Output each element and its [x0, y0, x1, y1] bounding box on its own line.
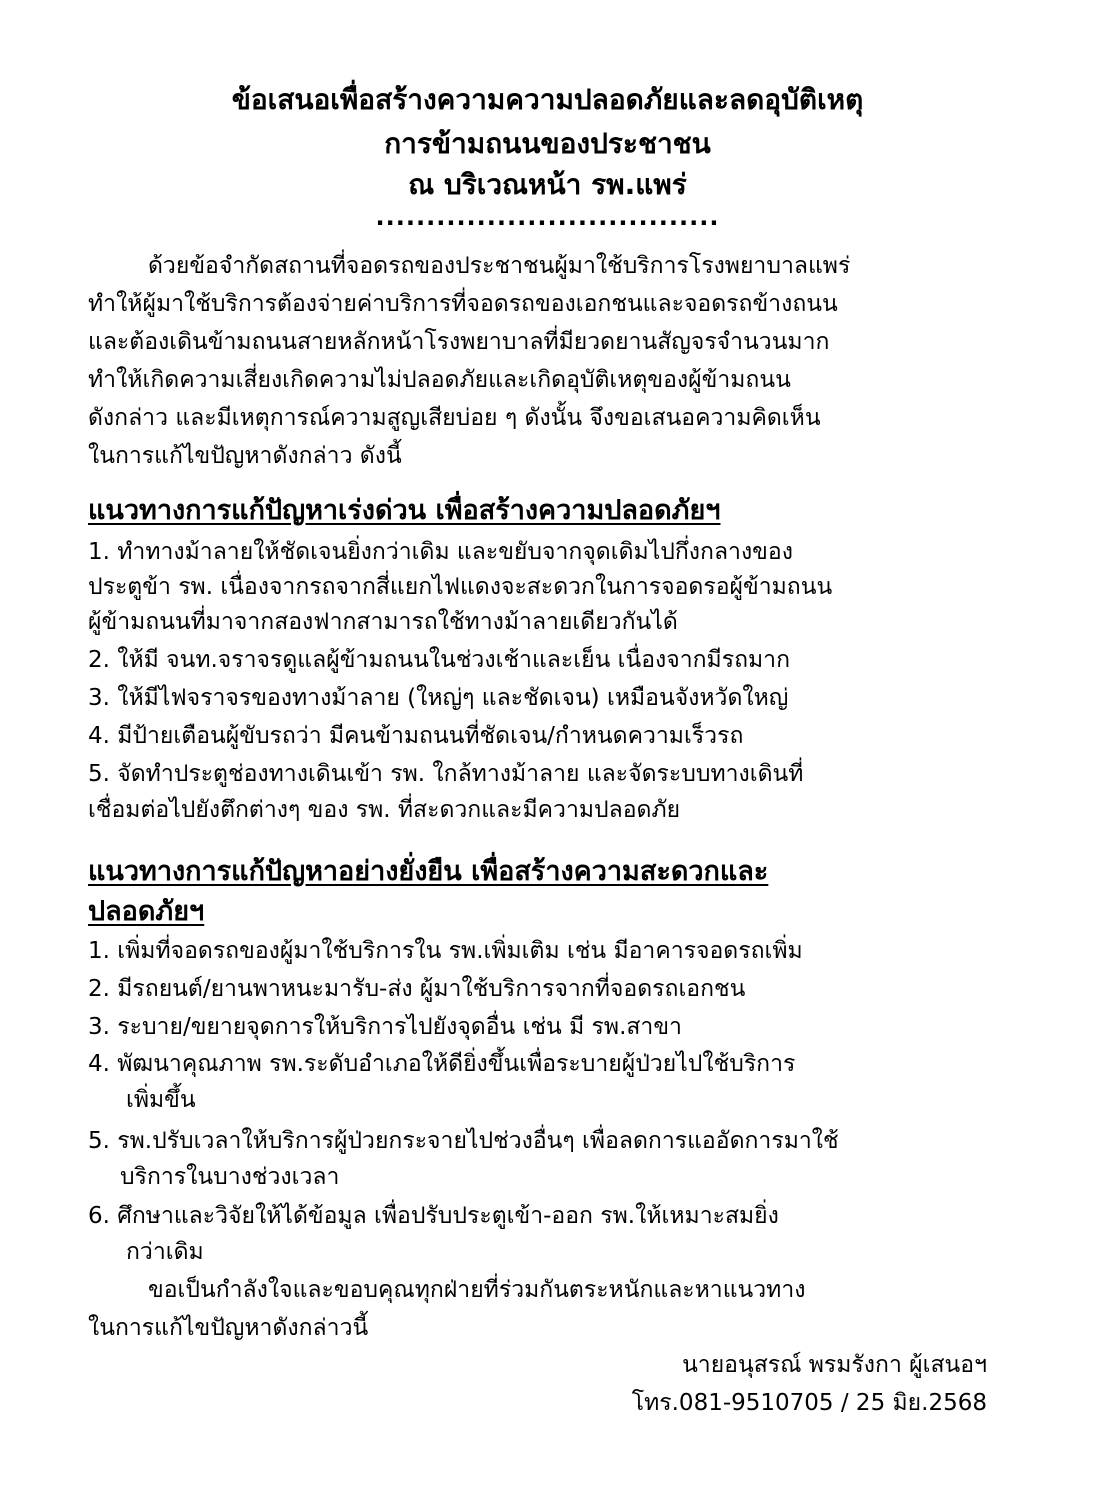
- section2-line: กว่าเดิม: [126, 1239, 204, 1265]
- section2-heading-line-2: ปลอดภัยฯ: [88, 896, 205, 927]
- section1-line: 4. มีป้ายเตือนผู้ขับรถว่า มีคนข้ามถนนที่ชัดเจน/กำหนดความเร็วรถ: [88, 723, 744, 749]
- section1-line: ประตูข้า รพ. เนื่องจากรถจากสี่แยกไฟแดงจะสะดวกในการจอดรอผู้ข้ามถนน: [88, 574, 833, 600]
- intro-line: ดังกล่าว และมีเหตุการณ์ความสูญเสียบ่อย ๆ ดังนั้น จึงขอเสนอความคิดเห็น: [88, 405, 821, 431]
- section2-line: 3. ระบาย/ขยายจุดการให้บริการไปยังจุดอื่น เช่น มี รพ.สาขา: [88, 1014, 682, 1040]
- document-title-line-3: ณ บริเวณหน้า รพ.แพร่: [408, 168, 687, 201]
- section2-line: 6. ศึกษาและวิจัยให้ได้ข้อมูล เพื่อปรับประตูเข้า-ออก รพ.ให้เหมาะสมยิ่ง: [88, 1203, 779, 1229]
- title-separator: ..................................: [375, 203, 720, 231]
- section2-line: 4. พัฒนาคุณภาพ รพ.ระดับอำเภอให้ดียิ่งขึ้นเพื่อระบายผู้ป่วยไปใช้บริการ: [88, 1051, 796, 1077]
- intro-line: และต้องเดินข้ามถนนสายหลักหน้าโรงพยาบาลที่มียวดยานสัญจรจำนวนมาก: [88, 329, 830, 355]
- section2-line: 1. เพิ่มที่จอดรถของผู้มาใช้บริการใน รพ.เพิ่มเติม เช่น มีอาคารจอดรถเพิ่ม: [88, 938, 803, 964]
- closing-line: ในการแก้ไขปัญหาดังกล่าวนี้: [88, 1315, 369, 1341]
- document-title-line-2: การข้ามถนนของประชาชน: [384, 127, 711, 160]
- section1-line: เชื่อมต่อไปยังตึกต่างๆ ของ รพ. ที่สะดวกและมีความปลอดภัย: [88, 797, 681, 823]
- signature-name: นายอนุสรณ์ พรมรังกา ผู้เสนอฯ: [682, 1352, 987, 1378]
- section1-line: ผู้ข้ามถนนที่มาจากสองฟากสามารถใช้ทางม้าลายเดียวกันได้: [88, 609, 678, 635]
- intro-line: ด้วยข้อจำกัดสถานที่จอดรถของประชาชนผู้มาใช้บริการโรงพยาบาลแพร่: [148, 253, 851, 279]
- section1-line: 1. ทำทางม้าลายให้ชัดเจนยิ่งกว่าเดิม และขยับจากจุดเดิมไปกึ่งกลางของ: [88, 539, 793, 565]
- intro-line: ทำให้เกิดความเสี่ยงเกิดความไม่ปลอดภัยและเกิดอุบัติเหตุของผู้ข้ามถนน: [88, 367, 791, 393]
- section2-heading-line-1: แนวทางการแก้ปัญหาอย่างยั่งยืน เพื่อสร้างความสะดวกและ: [88, 856, 769, 887]
- section1-line: 3. ให้มีไฟจราจรของทางม้าลาย (ใหญ่ๆ และชัดเจน) เหมือนจังหวัดใหญ่: [88, 685, 789, 711]
- section1-line: 5. จัดทำประตูช่องทางเดินเข้า รพ. ใกล้ทางม้าลาย และจัดระบบทางเดินที่: [88, 761, 804, 787]
- closing-line: ขอเป็นกำลังใจและขอบคุณทุกฝ่ายที่ร่วมกันตระหนักและหาแนวทาง: [148, 1277, 806, 1303]
- document-title-line-1: ข้อเสนอเพื่อสร้างความความปลอดภัยและลดอุบัติเหตุ: [231, 83, 864, 116]
- intro-line: ในการแก้ไขปัญหาดังกล่าว ดังนี้: [88, 443, 402, 469]
- signature-contact: โทร.081-9510705 / 25 มิย.2568: [631, 1390, 987, 1416]
- section2-line: 2. มีรถยนต์/ยานพาหนะมารับ-ส่ง ผู้มาใช้บริการจากที่จอดรถเอกชน: [88, 976, 746, 1002]
- section2-line: บริการในบางช่วงเวลา: [120, 1164, 340, 1190]
- intro-line: ทำให้ผู้มาใช้บริการต้องจ่ายค่าบริการที่จอดรถของเอกชนและจอดรถข้างถนน: [88, 291, 838, 317]
- section2-line: 5. รพ.ปรับเวลาให้บริการผู้ป่วยกระจายไปช่วงอื่นๆ เพื่อลดการแออัดการมาใช้: [88, 1128, 839, 1154]
- section1-heading: แนวทางการแก้ปัญหาเร่งด่วน เพื่อสร้างความปลอดภัยฯ: [88, 495, 721, 526]
- section1-line: 2. ให้มี จนท.จราจรดูแลผู้ข้ามถนนในช่วงเช้าและเย็น เนื่องจากมีรถมาก: [88, 647, 790, 673]
- section2-line: เพิ่มขึ้น: [126, 1087, 196, 1113]
